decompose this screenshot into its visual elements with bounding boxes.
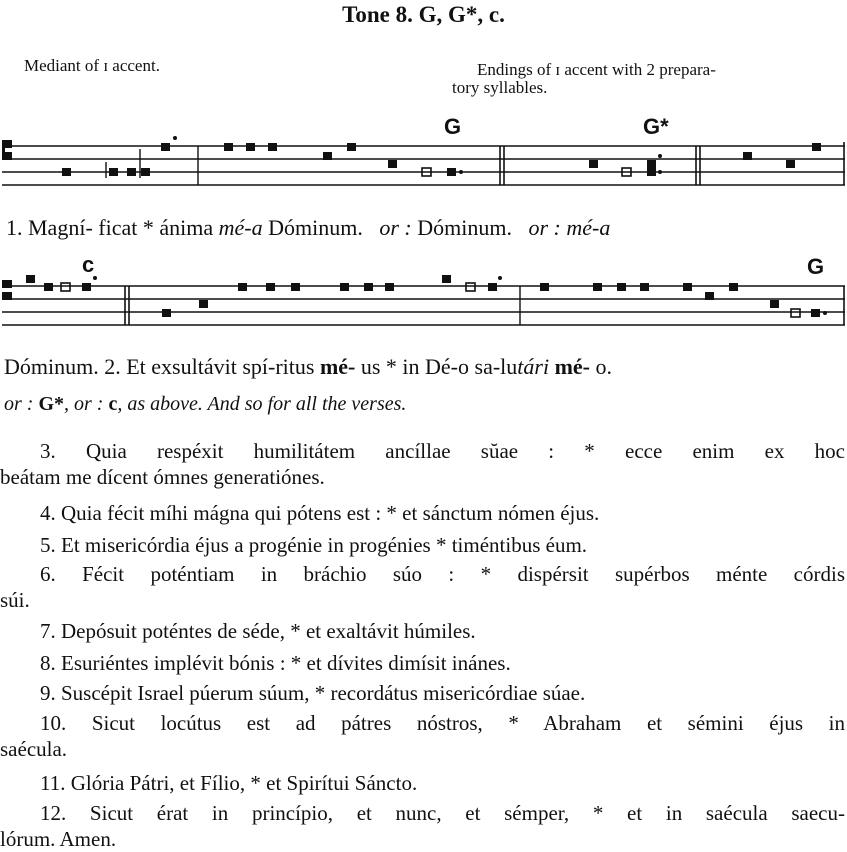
lyric-text: us * in Dé-o sa-lu xyxy=(355,354,518,379)
neume xyxy=(647,160,656,168)
verse xyxy=(0,438,845,490)
rubric-label: G* xyxy=(38,393,65,415)
ending-label-g: G xyxy=(444,114,462,139)
verse-line: 12. Sicut érat in princípio, et nunc, et sémper, * et in saécula saecu- xyxy=(40,801,845,825)
verse xyxy=(0,650,845,676)
lyric-italic: mé-a xyxy=(218,215,263,240)
lyric-text: Dóminum. xyxy=(262,215,363,240)
verse-continuation: saécula. xyxy=(0,737,68,761)
verse xyxy=(0,680,845,706)
verse-line: 5. Et misericórdia éjus a progénie in progénies * timéntibus éum. xyxy=(40,533,588,557)
ending-label-g2: G xyxy=(807,254,825,279)
neume xyxy=(109,168,118,176)
lyrics-line-1 xyxy=(6,215,610,241)
neume xyxy=(347,143,356,151)
neume xyxy=(246,143,255,151)
lyric-text: o. xyxy=(590,354,612,379)
rubric-label: c xyxy=(108,393,118,415)
verse xyxy=(0,618,845,644)
neume xyxy=(447,168,456,176)
lyric-text: Dóminum. xyxy=(411,215,512,240)
or-marker: or : xyxy=(528,215,561,240)
neume xyxy=(786,160,795,168)
lyrics-line-2 xyxy=(4,354,612,380)
verse-line: 11. Glória Pátri, et Fílio, * et Spirítui Sáncto. xyxy=(40,771,418,795)
verse xyxy=(0,532,845,558)
verse-line: 3. Quia respéxit humilitátem ancíllae sŭae : * ecce enim ex hoc xyxy=(40,439,845,463)
endings-caption-line1: Endings of ɪ accent with 2 prepara- xyxy=(477,60,716,79)
lyric-text: 1. Magní- ficat * ánima xyxy=(6,215,219,240)
neume xyxy=(589,160,598,168)
neume xyxy=(141,168,150,176)
neume xyxy=(323,152,332,160)
verse-line: 7. Depósuit poténtes de séde, * et exaltávit húmiles. xyxy=(40,619,476,643)
or-marker: or : xyxy=(4,393,39,415)
lyric-text: Dóminum. 2. Et exsultávit spí-ritus xyxy=(4,354,320,379)
verse-line: 8. Esuriéntes implévit bónis : * et dívites dimísit inánes. xyxy=(40,651,511,675)
verse-line: 6. Fécit poténtiam in bráchio súo : * dispérsit supérbos ménte córdis xyxy=(40,562,845,586)
page-title: Tone 8. G, G*, c. xyxy=(342,2,505,27)
verse-line: 10. Sicut locútus est ad pátres nóstros, * Abraham et sémini éjus in xyxy=(40,711,845,735)
verse-continuation: lórum. Amen. xyxy=(0,827,117,851)
verse xyxy=(0,710,845,762)
mediant-caption: Mediant of ɪ accent. xyxy=(24,56,160,75)
neume xyxy=(224,143,233,151)
lyric-italic: tári xyxy=(517,354,550,379)
rubric-text: , as above. And so for all the verses. xyxy=(117,393,407,415)
verse-continuation: súi. xyxy=(0,588,30,612)
rubric-note: or : G*, or : c, as above. And so for all the verses. xyxy=(4,393,407,415)
verse-line: 9. Suscépit Israel púerum súum, * recordátus misericórdiae súae. xyxy=(40,681,586,705)
neume xyxy=(743,152,752,160)
lyric-bold: mé- xyxy=(554,354,590,379)
neume xyxy=(127,168,136,176)
ending-label-c: c xyxy=(82,252,95,277)
lyric-italic: mé-a xyxy=(560,215,611,240)
ending-label-gstar: G* xyxy=(643,114,669,139)
verse xyxy=(0,770,845,796)
verse-line: 4. Quia fécit míhi mágna qui pótens est : * et sánctum nómen éjus. xyxy=(40,501,600,525)
lyric-bold: mé- xyxy=(319,354,356,379)
endings-caption-line2: tory syllables. xyxy=(452,78,548,97)
chant-staff-1 xyxy=(0,116,847,196)
verse xyxy=(0,561,845,613)
verse xyxy=(0,800,845,852)
neume xyxy=(161,143,170,151)
neume xyxy=(812,143,821,151)
chant-staff-2 xyxy=(0,264,847,344)
or-marker: or : xyxy=(379,215,412,240)
neume xyxy=(647,168,656,176)
neume xyxy=(388,160,397,168)
neume xyxy=(62,168,71,176)
verse-continuation: beátam me dícent ómnes generatiónes. xyxy=(0,465,325,489)
neume xyxy=(268,143,277,151)
verse xyxy=(0,500,845,526)
